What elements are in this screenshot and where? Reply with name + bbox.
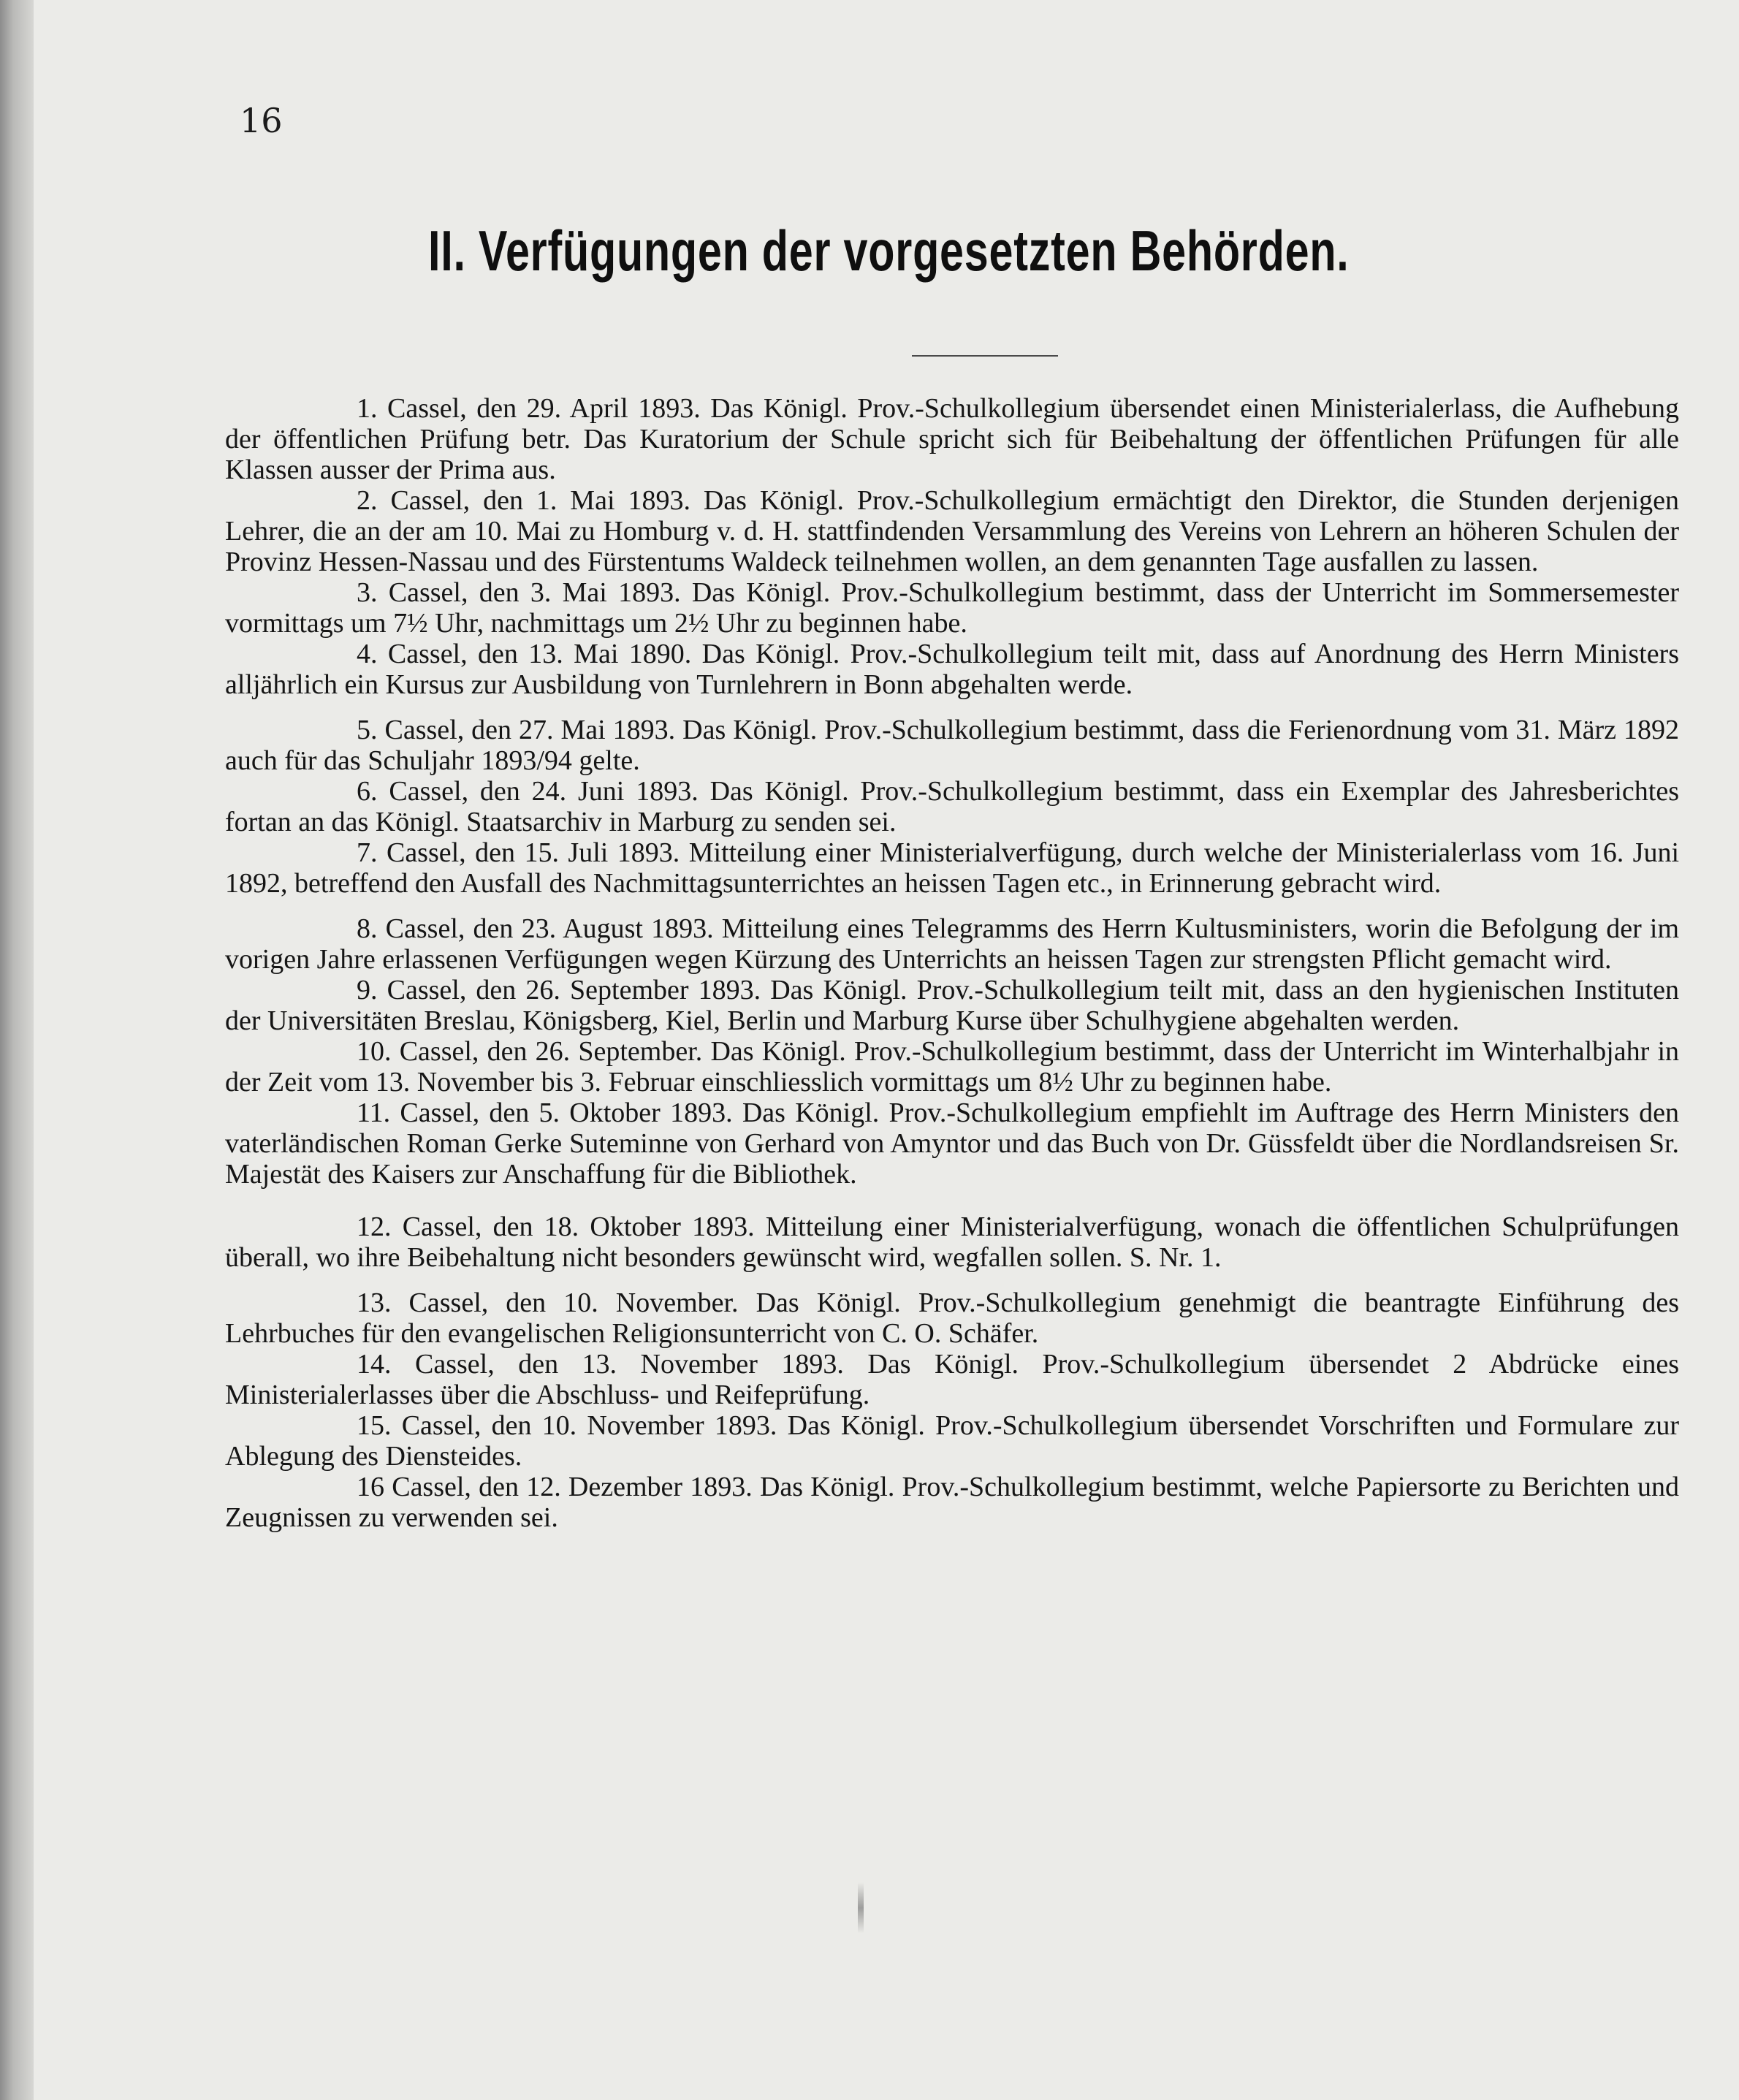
heading-rule	[912, 355, 1058, 357]
ordinance-item	[225, 837, 1679, 899]
ordinance-text: Cassel, den 1. Mai 1893. Das Königl. Prov.-Schulkollegium ermächtigt den Direktor, die Stunden derjenigen Lehrer, die an der am 10. Mai zu Homburg v. d. H. stattfindenden Versammlung des Vereins von Lehrern an höheren Schulen der Provinz Hessen-Nassau und des Fürstentums Waldeck teilnehmen wollen, an dem genannten Tage ausfallen zu lassen.	[225, 485, 1680, 577]
ordinance-item	[225, 393, 1679, 485]
ordinance-number: 6.	[357, 776, 378, 807]
section-heading: II. Verfügungen der vorgesetzten Behörden.	[428, 218, 1350, 283]
ordinance-item	[225, 1410, 1679, 1472]
ordinance-number: 5.	[357, 715, 378, 745]
ordinance-text: Cassel, den 27. Mai 1893. Das Königl. Prov.-Schulkollegium bestimmt, dass die Ferienordnung vom 31. März 1892 auch für das Schuljahr 1893/94 gelte.	[225, 715, 1679, 776]
ordinance-number: 2.	[357, 485, 378, 516]
ordinance-number: 9.	[357, 975, 378, 1005]
ordinance-text: Cassel, den 12. Dezember 1893. Das Königl. Prov.-Schulkollegium bestimmt, welche Papiersorte zu Berichten und Zeugnissen zu verwenden sei.	[225, 1472, 1680, 1533]
ordinance-text: Cassel, den 10. November 1893. Das Königl. Prov.-Schulkollegium übersendet Vorschriften und Formulare zur Ablegung des Diensteides.	[225, 1410, 1679, 1472]
ink-smudge	[858, 1882, 864, 1933]
ordinance-text: Cassel, den 24. Juni 1893. Das Königl. Prov.-Schulkollegium bestimmt, dass ein Exemplar des Jahresberichtes fortan an das Königl. Staatsarchiv in Marburg zu senden sei.	[225, 776, 1679, 837]
ordinance-item	[225, 776, 1679, 837]
ordinance-text: Cassel, den 23. August 1893. Mitteilung eines Telegramms des Herrn Kultusministers, worin die Befolgung der im vorigen Jahre erlassenen Verfügungen wegen Kürzung des Unterrichts an heissen Tagen zur strengsten Pflicht gemacht wird.	[225, 913, 1680, 975]
ordinance-number: 14.	[357, 1349, 392, 1380]
ordinance-text: Cassel, den 3. Mai 1893. Das Königl. Prov.-Schulkollegium bestimmt, dass der Unterricht im Sommersemester vormittags um 7½ Uhr, nachmittags um 2½ Uhr zu beginnen habe.	[225, 577, 1680, 639]
ordinance-number: 8.	[357, 913, 378, 944]
ordinance-item	[225, 975, 1679, 1036]
page-number: 16	[240, 101, 283, 140]
ordinance-item	[225, 1472, 1679, 1533]
ordinance-number: 12.	[357, 1211, 392, 1242]
ordinance-number: 13.	[357, 1287, 392, 1318]
ordinance-number: 3.	[357, 577, 378, 608]
ordinance-item	[225, 577, 1679, 639]
ordinance-item	[225, 1097, 1679, 1190]
ordinance-number: 7.	[357, 837, 378, 868]
ordinance-text: Cassel, den 18. Oktober 1893. Mitteilung einer Ministerialverfügung, wonach die öffentlichen Schulprüfungen überall, wo ihre Beibehaltung nicht besonders gewünscht wird, wegfallen sollen. S. Nr. 1.	[225, 1211, 1680, 1273]
ordinance-number: 1.	[357, 393, 378, 424]
ordinance-text: Cassel, den 5. Oktober 1893. Das Königl. Prov.-Schulkollegium empfiehlt im Auftrage des Herrn Ministers den vaterländischen Roman Gerke Suteminne von Gerhard von Amyntor und das Buch von Dr. Güssfeldt über die Nordlandsreisen Sr. Majestät des Kaisers zur Anschaffung für die Bibliothek.	[225, 1097, 1679, 1190]
ordinance-text: Cassel, den 13. November 1893. Das Königl. Prov.-Schulkollegium übersendet 2 Abdrücke eines Ministerialerlasses über die Abschluss- und Reifeprüfung.	[225, 1349, 1679, 1410]
ordinance-text: Cassel, den 26. September 1893. Das Königl. Prov.-Schulkollegium teilt mit, dass an den hygienischen Instituten der Universitäten Breslau, Königsberg, Kiel, Berlin und Marburg Kurse über Schulhygiene abgehalten werden.	[225, 975, 1679, 1036]
ordinance-text: Cassel, den 15. Juli 1893. Mitteilung einer Ministerialverfügung, durch welche der Ministerialerlass vom 16. Juni 1892, betreffend den Ausfall des Nachmittagsunterrichtes an heissen Tagen etc., in Erinnerung gebracht wird.	[225, 837, 1680, 899]
ordinance-item	[225, 1287, 1679, 1349]
ordinance-item	[225, 715, 1679, 776]
ordinance-number: 16	[357, 1472, 384, 1502]
ordinance-item	[225, 1349, 1679, 1410]
ordinance-item	[225, 639, 1679, 700]
ordinance-text: Cassel, den 13. Mai 1890. Das Königl. Prov.-Schulkollegium teilt mit, dass auf Anordnung des Herrn Ministers alljährlich ein Kursus zur Ausbildung von Turnlehrern in Bonn abgehalten werde.	[225, 639, 1680, 700]
ordinance-item	[225, 1036, 1679, 1097]
ordinance-number: 10.	[357, 1036, 392, 1067]
ordinance-text: Cassel, den 26. September. Das Königl. Prov.-Schulkollegium bestimmt, dass der Unterricht im Winterhalbjahr in der Zeit vom 13. November bis 3. Februar einschliesslich vormittags um 8½ Uhr zu beginnen habe.	[225, 1036, 1680, 1097]
ordinance-text: Cassel, den 10. November. Das Königl. Prov.-Schulkollegium genehmigt die beantragte Einführung des Lehrbuches für den evangelischen Religionsunterricht von C. O. Schäfer.	[225, 1287, 1679, 1349]
ordinance-item	[225, 1211, 1679, 1273]
document-page	[34, 0, 1739, 2100]
scan-edge	[0, 0, 34, 2100]
ordinance-list	[225, 393, 1679, 1533]
ordinance-text: Cassel, den 29. April 1893. Das Königl. Prov.-Schulkollegium übersendet einen Ministerialerlass, die Aufhebung der öffentlichen Prüfung betr. Das Kuratorium der Schule spricht sich für Beibehaltung der öffentlichen Prüfungen für alle Klassen ausser der Prima aus.	[225, 393, 1680, 485]
ordinance-item	[225, 913, 1679, 975]
ordinance-item	[225, 485, 1679, 577]
ordinance-number: 11.	[357, 1097, 391, 1128]
ordinance-number: 4.	[357, 639, 378, 669]
ordinance-number: 15.	[357, 1410, 392, 1441]
